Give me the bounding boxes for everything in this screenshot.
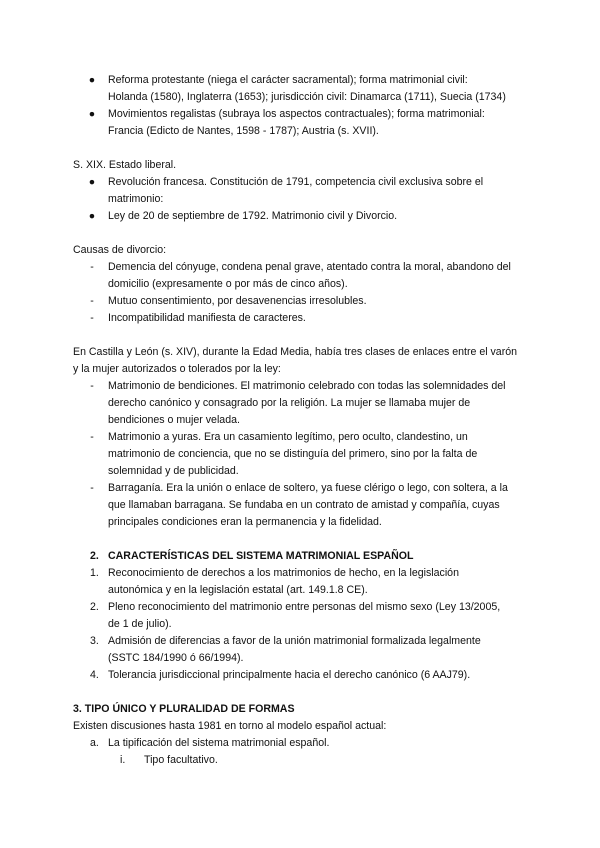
dash-marker: - — [90, 431, 94, 443]
numbered-item-text: Pleno reconocimiento del matrimonio entre personas del mismo sexo (Ley 13/2005, — [108, 601, 501, 613]
paragraph-text: y la mujer autorizados o tolerados por la ley: — [73, 363, 281, 375]
numbered-item-text: Reconocimiento de derechos a los matrimonios de hecho, en la legislación — [108, 567, 459, 579]
list-item-text: Mutuo consentimiento, por desavenencias irresolubles. — [108, 295, 367, 307]
list-item-text: principales condiciones eran la permanencia y la fidelidad. — [108, 516, 382, 528]
bullet-marker: ● — [88, 74, 96, 86]
numbered-item-text: de 1 de julio). — [108, 618, 172, 630]
numbered-item-text: Tolerancia jurisdiccional principalmente hacia el derecho canónico (6 AAJ79). — [108, 669, 471, 681]
dash-marker: - — [90, 312, 94, 324]
bullet-text: Francia (Edicto de Nantes, 1598 - 1787); Austria (s. XVII). — [108, 125, 379, 137]
numbered-item-text: (SSTC 184/1990 ó 66/1994). — [108, 652, 244, 664]
numbered-item-text: autonómica y en la legislación estatal (art. 149.1.8 CE). — [108, 584, 368, 596]
bullet-marker: ● — [88, 176, 96, 188]
bullet-text: Ley de 20 de septiembre de 1792. Matrimonio civil y Divorcio. — [108, 210, 398, 222]
paragraph-text: En Castilla y León (s. XIV), durante la Edad Media, había tres clases de enlaces entre el varón — [73, 346, 518, 358]
list-item-text: Incompatibilidad manifiesta de caracteres. — [108, 312, 306, 324]
numbered-marker: 3. — [90, 635, 99, 647]
roman-marker: i. — [120, 754, 126, 766]
bullet-text: Holanda (1580), Inglaterra (1653); jurisdicción civil: Dinamarca (1711), Suecia (1734) — [108, 91, 506, 103]
list-item-text: matrimonio de conciencia, que no se distinguía del primero, sino por la falta de — [108, 448, 478, 460]
list-item-text: Demencia del cónyuge, condena penal grave, atentado contra la moral, abandono del — [108, 261, 511, 273]
lettered-item-text: La tipificación del sistema matrimonial español. — [108, 737, 330, 749]
list-item-text: solemnidad y de publicidad. — [108, 465, 239, 477]
list-item-text: domicilio (expresamente o por más de cinco años). — [108, 278, 348, 290]
list-item-text: que llamaban barragana. Se fundaba en un contrato de amistad y compañía, cuyas — [108, 499, 500, 511]
numbered-marker: 1. — [90, 567, 99, 579]
list-item-text: Matrimonio de bendiciones. El matrimonio celebrado con todas las solemnidades del — [108, 380, 506, 392]
bullet-text: Revolución francesa. Constitución de 1791, competencia civil exclusiva sobre el — [108, 176, 484, 188]
section-number: 2. — [90, 550, 99, 562]
dash-marker: - — [90, 482, 94, 494]
roman-item-text: Tipo facultativo. — [144, 754, 218, 766]
section-title: CARACTERÍSTICAS DEL SISTEMA MATRIMONIAL ESPAÑOL — [108, 550, 414, 562]
dash-marker: - — [90, 261, 94, 273]
dash-marker: - — [90, 380, 94, 392]
list-item-text: Barraganía. Era la unión o enlace de soltero, ya fuese clérigo o lego, con soltera, a la — [108, 482, 508, 494]
bullet-marker: ● — [88, 210, 96, 222]
numbered-marker: 4. — [90, 669, 99, 681]
dash-marker: - — [90, 295, 94, 307]
bullet-text: Movimientos regalistas (subraya los aspectos contractuales); forma matrimonial: — [108, 108, 485, 120]
list-item-text: bendiciones o mujer velada. — [108, 414, 240, 426]
list-item-text: derecho canónico y consagrado por la religión. La mujer se llamaba mujer de — [108, 397, 471, 409]
bullet-text: Reforma protestante (niega el carácter sacramental); forma matrimonial civil: — [108, 74, 468, 86]
section-title: 3. TIPO ÚNICO Y PLURALIDAD DE FORMAS — [73, 703, 295, 715]
numbered-item-text: Admisión de diferencias a favor de la unión matrimonial formalizada legalmente — [108, 635, 481, 647]
list-item-text: Matrimonio a yuras. Era un casamiento legítimo, pero oculto, clandestino, un — [108, 431, 468, 443]
bullet-marker: ● — [88, 108, 96, 120]
paragraph-text: Existen discusiones hasta 1981 en torno al modelo español actual: — [73, 720, 387, 732]
lettered-marker: a. — [90, 737, 99, 749]
bullet-text: matrimonio: — [108, 193, 164, 205]
paragraph-heading: S. XIX. Estado liberal. — [73, 159, 177, 171]
paragraph-heading: Causas de divorcio: — [73, 244, 167, 256]
numbered-marker: 2. — [90, 601, 99, 613]
